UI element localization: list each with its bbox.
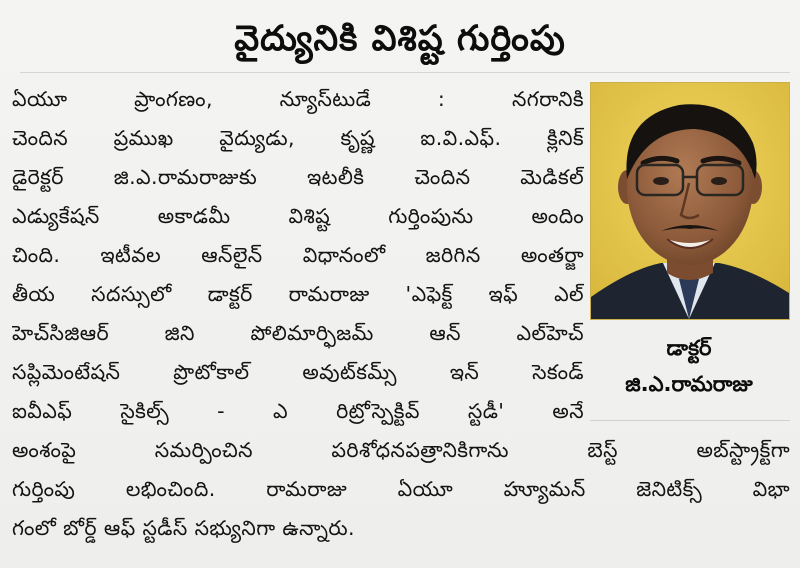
article-line-12: గంలో బోర్డ్ ఆఫ్ స్టడీస్ సభ్యునిగా ఉన్నారు. xyxy=(12,516,355,540)
article-line-7: హెచ్‌సిజిఆర్ జిని పోలిమార్ఫిజమ్ ఆన్ ఎల్‌హెచ్ xyxy=(12,321,584,345)
article-line-1: ఏయూ ప్రాంగణం, న్యూస్‌టుడే : నగరానికి xyxy=(12,87,584,111)
article-line-10: అంశంపై సమర్పించిన పరిశోధనపత్రానికిగాను బెస్ట్ అబ్‌స్ట్రాక్ట్‌గా xyxy=(12,438,790,462)
caption-title: డాక్టర్ xyxy=(666,336,712,360)
photo-caption xyxy=(590,330,788,402)
article-line-4: ఎడ్యుకేషన్ అకాడమీ విశిష్ట గుర్తింపును అందిం xyxy=(12,204,584,228)
article-line-8: సప్లిమెంటేషన్ ప్రొటోకాల్ అవుట్‌కమ్స్ ఇన్ సెకండ్ xyxy=(12,360,584,384)
article-line-11: గుర్తింపు లభించింది. రామరాజు ఏయూ హ్యూమన్ జెనిటిక్స్ విభా xyxy=(12,477,790,501)
article-line-3: డైరెక్టర్ జి.ఎ.రామరాజుకు ఇటలీకి చెందిన మెడికల్ xyxy=(12,165,584,189)
article-line-2: చెందిన ప్రముఖ వైద్యుడు, కృష్ణ ఐ.వి.ఎఫ్. క్లినిక్ xyxy=(12,126,584,150)
article-headline: వైద్యునికి విశిష్ట గుర్తింపు xyxy=(234,19,566,59)
caption-name: జి.ఎ.రామరాజు xyxy=(625,372,753,396)
article-line-6: తీయ సదస్సులో డాక్టర్ రామరాజు 'ఎఫెక్ట్ ఇఫ్ ఎల్ xyxy=(12,282,584,306)
article-line-9: ఐవీఎఫ్ సైకిల్స్ - ఎ రిట్రోస్పెక్టివ్ స్టడీ' అనే xyxy=(12,399,584,423)
portrait-photo xyxy=(590,82,790,320)
caption-divider xyxy=(590,420,790,421)
article-body xyxy=(12,80,790,548)
headline-divider xyxy=(20,72,790,73)
portrait-illustration xyxy=(591,83,789,319)
article-line-5: చింది. ఇటీవల ఆన్‌లైన్ విధానంలో జరిగిన అంతర్జా xyxy=(12,243,584,267)
